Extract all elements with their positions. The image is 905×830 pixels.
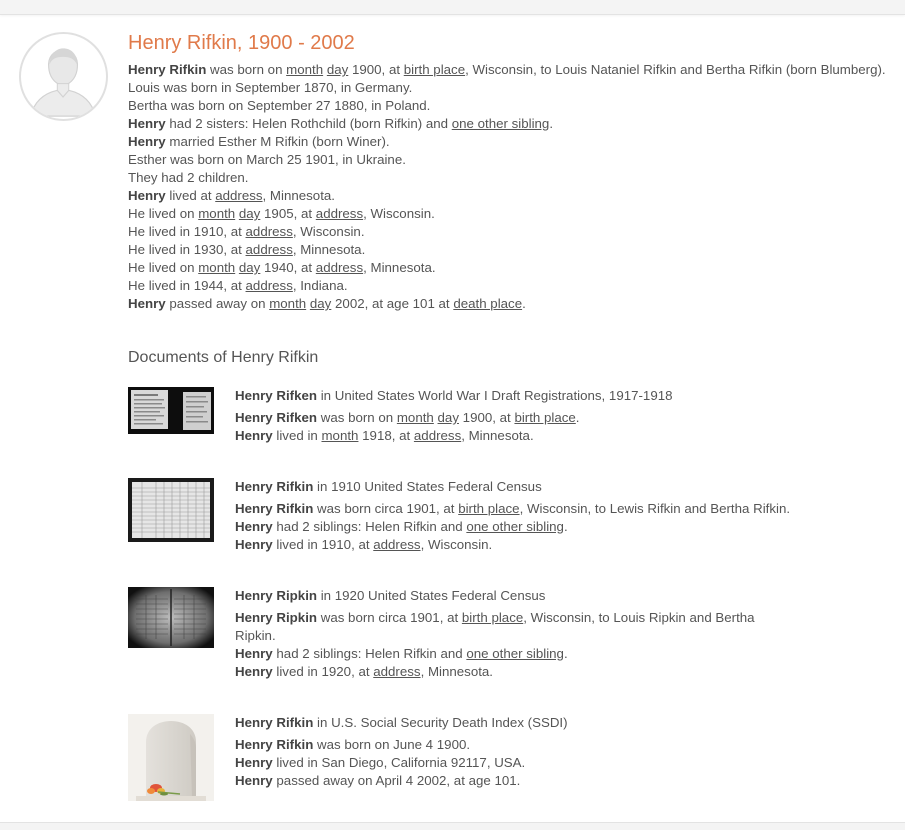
profile-avatar bbox=[19, 32, 108, 121]
record-text: lived in bbox=[272, 428, 322, 443]
record-line bbox=[235, 427, 795, 445]
document-item-ssdi[interactable] bbox=[128, 714, 903, 804]
record-name: Henry Rifken bbox=[235, 410, 318, 425]
bio-text: He lived in 1944, at bbox=[128, 278, 246, 293]
record-line bbox=[235, 518, 795, 536]
documents-heading: Documents of Henry Rifkin bbox=[128, 349, 319, 366]
record-text: 1900, at bbox=[458, 410, 515, 425]
census-page-image bbox=[128, 478, 214, 542]
record-name: Henry Rifkin bbox=[235, 715, 314, 730]
person-name: Henry Rifkin bbox=[128, 62, 207, 77]
document-title[interactable] bbox=[235, 714, 795, 732]
bio-text: passed away on bbox=[165, 296, 270, 311]
document-item-wwi-draft[interactable] bbox=[128, 387, 903, 447]
address-link[interactable]: address bbox=[413, 428, 462, 443]
document-title[interactable] bbox=[235, 387, 795, 405]
record-line bbox=[235, 536, 795, 554]
sibling-link[interactable]: one other sibling bbox=[451, 116, 550, 131]
document-item-1920-census[interactable] bbox=[128, 587, 903, 687]
census-book-image bbox=[128, 587, 214, 648]
record-line bbox=[235, 645, 795, 663]
month-link[interactable]: month bbox=[198, 260, 236, 275]
document-text bbox=[235, 714, 795, 790]
record-name: Henry Rifkin bbox=[235, 737, 314, 752]
bio-line-siblings bbox=[128, 115, 903, 133]
record-text: , Minnesota. bbox=[420, 664, 493, 679]
record-line bbox=[235, 736, 795, 754]
day-link[interactable]: day bbox=[437, 410, 459, 425]
record-text: , Minnesota. bbox=[461, 428, 534, 443]
bio-text: He lived on bbox=[128, 260, 199, 275]
document-title[interactable] bbox=[235, 478, 795, 496]
bio-line-mother: Bertha was born on September 27 1880, in Poland. bbox=[128, 98, 431, 113]
record-text: , Wisconsin, to Louis Ripkin and Bertha Ripkin. bbox=[235, 610, 755, 643]
sibling-link[interactable]: one other sibling bbox=[466, 519, 564, 534]
record-name: Henry Ripkin bbox=[235, 610, 318, 625]
record-name: Henry Rifkin bbox=[235, 479, 314, 494]
death-day-link[interactable]: day bbox=[309, 296, 332, 311]
person-silhouette-icon bbox=[21, 34, 106, 119]
address-link[interactable]: address bbox=[245, 242, 293, 257]
bio-line-marriage bbox=[128, 133, 903, 151]
bio-text: lived at bbox=[165, 188, 216, 203]
record-name: Henry Ripkin bbox=[235, 588, 318, 603]
bio-line-death bbox=[128, 295, 903, 313]
bio-line-father: Louis was born in September 1870, in Germany. bbox=[128, 80, 413, 95]
document-text bbox=[235, 478, 795, 554]
record-line bbox=[235, 609, 775, 645]
bio-text: 1940, at bbox=[260, 260, 316, 275]
record-text: , Wisconsin, to Lewis Rifkin and Bertha Rifkin. bbox=[519, 501, 791, 516]
bio-text: He lived on bbox=[128, 206, 199, 221]
record-text: . bbox=[575, 410, 580, 425]
day-link[interactable]: day bbox=[238, 206, 261, 221]
bio-text: 1900, at bbox=[348, 62, 404, 77]
address-link[interactable]: address bbox=[245, 224, 293, 239]
birth-place-link[interactable]: birth place bbox=[514, 410, 576, 425]
month-link[interactable]: month bbox=[321, 428, 359, 443]
bio-text: 2002, at age 101 at bbox=[331, 296, 454, 311]
address-link[interactable]: address bbox=[373, 537, 421, 552]
biography bbox=[128, 61, 903, 313]
bio-text: , Minnesota. bbox=[363, 260, 436, 275]
record-name: Henry Rifkin bbox=[235, 501, 314, 516]
person-name: Henry bbox=[128, 188, 166, 203]
bio-line-spouse: Esther was born on March 25 1901, in Ukraine. bbox=[128, 152, 406, 167]
record-text: was born on bbox=[317, 410, 397, 425]
collection-name: in 1920 United States Federal Census bbox=[317, 588, 546, 603]
record-name: Henry bbox=[235, 773, 273, 788]
month-link[interactable]: month bbox=[396, 410, 434, 425]
person-name: Henry bbox=[128, 134, 166, 149]
record-line bbox=[235, 409, 795, 427]
bio-line-residence bbox=[128, 277, 903, 295]
bio-line-residence bbox=[128, 223, 903, 241]
bio-text: had 2 sisters: Helen Rothchild (born Rifkin) and bbox=[165, 116, 452, 131]
record-text: was born circa 1901, at bbox=[317, 610, 462, 625]
bio-text: married Esther M Rifkin (born Winer). bbox=[165, 134, 390, 149]
bio-text: He lived in 1910, at bbox=[128, 224, 246, 239]
bio-text: , Wisconsin, to Louis Nataniel Rifkin and Bertha Rifkin (born Blumberg). bbox=[465, 62, 886, 77]
address-link[interactable]: address bbox=[215, 188, 263, 203]
bio-line-birth bbox=[128, 61, 903, 79]
draft-card-image bbox=[128, 387, 214, 434]
bio-text: He lived in 1930, at bbox=[128, 242, 246, 257]
record-text: was born on June 4 1900. bbox=[313, 737, 471, 752]
record-text: had 2 siblings: Helen Rifkin and bbox=[272, 646, 467, 661]
sibling-link[interactable]: one other sibling bbox=[466, 646, 564, 661]
tombstone-image bbox=[128, 714, 214, 801]
address-link[interactable]: address bbox=[315, 206, 364, 221]
bio-line-children: They had 2 children. bbox=[128, 170, 249, 185]
record-line bbox=[235, 754, 795, 772]
bio-text: was born on bbox=[206, 62, 287, 77]
birth-day-link[interactable]: day bbox=[326, 62, 349, 77]
bio-line-residence bbox=[128, 259, 903, 277]
bio-text: , Minnesota. bbox=[292, 242, 366, 257]
birth-place-link[interactable]: birth place bbox=[458, 501, 520, 516]
death-place-link[interactable]: death place bbox=[453, 296, 523, 311]
bio-line-residence bbox=[128, 241, 903, 259]
record-text: was born circa 1901, at bbox=[313, 501, 459, 516]
record-name: Henry bbox=[235, 519, 273, 534]
collection-name: in U.S. Social Security Death Index (SSDI) bbox=[313, 715, 568, 730]
record-name: Henry bbox=[235, 537, 273, 552]
record-name: Henry Rifken bbox=[235, 388, 318, 403]
record-text: passed away on April 4 2002, at age 101. bbox=[272, 773, 521, 788]
record-text: , Wisconsin. bbox=[420, 537, 493, 552]
address-link[interactable]: address bbox=[373, 664, 421, 679]
document-thumbnail[interactable] bbox=[128, 478, 214, 542]
record-name: Henry bbox=[235, 428, 273, 443]
document-thumbnail[interactable] bbox=[128, 587, 214, 648]
bio-text: , Wisconsin. bbox=[363, 206, 435, 221]
bio-text: , Indiana. bbox=[292, 278, 348, 293]
record-line bbox=[235, 663, 795, 681]
bio-text: . bbox=[522, 296, 526, 311]
record-text: . bbox=[563, 646, 568, 661]
month-link[interactable]: month bbox=[198, 206, 236, 221]
record-text: 1918, at bbox=[358, 428, 414, 443]
record-line bbox=[235, 772, 795, 790]
document-title[interactable] bbox=[235, 587, 795, 605]
document-thumbnail[interactable] bbox=[128, 387, 214, 434]
record-line bbox=[235, 500, 795, 518]
bio-line-residence bbox=[128, 205, 903, 223]
record-text: lived in 1910, at bbox=[272, 537, 374, 552]
bio-text: , Minnesota. bbox=[262, 188, 335, 203]
document-text bbox=[235, 387, 795, 445]
record-text: had 2 siblings: Helen Rifkin and bbox=[272, 519, 467, 534]
address-link[interactable]: address bbox=[245, 278, 293, 293]
bio-text: , Wisconsin. bbox=[292, 224, 365, 239]
profile-title: Henry Rifkin, 1900 - 2002 bbox=[128, 32, 355, 54]
document-thumbnail[interactable] bbox=[128, 714, 214, 801]
record-text: lived in San Diego, California 92117, USA. bbox=[272, 755, 526, 770]
collection-name: in United States World War I Draft Registrations, 1917-1918 bbox=[317, 388, 673, 403]
top-bar bbox=[0, 0, 905, 15]
record-name: Henry bbox=[235, 664, 273, 679]
day-link[interactable]: day bbox=[238, 260, 261, 275]
birth-place-link[interactable]: birth place bbox=[403, 62, 466, 77]
bio-line-residence bbox=[128, 187, 903, 205]
document-text bbox=[235, 587, 795, 681]
death-month-link[interactable]: month bbox=[269, 296, 307, 311]
record-name: Henry bbox=[235, 646, 273, 661]
address-link[interactable]: address bbox=[315, 260, 364, 275]
bio-text: 1905, at bbox=[260, 206, 316, 221]
bio-text: . bbox=[549, 116, 554, 131]
document-item-1910-census[interactable] bbox=[128, 478, 903, 558]
person-name: Henry bbox=[128, 116, 166, 131]
birth-place-link[interactable]: birth place bbox=[461, 610, 524, 625]
record-text: lived in 1920, at bbox=[272, 664, 374, 679]
person-name: Henry bbox=[128, 296, 166, 311]
record-name: Henry bbox=[235, 755, 273, 770]
collection-name: in 1910 United States Federal Census bbox=[313, 479, 542, 494]
birth-month-link[interactable]: month bbox=[286, 62, 324, 77]
record-text: . bbox=[563, 519, 568, 534]
